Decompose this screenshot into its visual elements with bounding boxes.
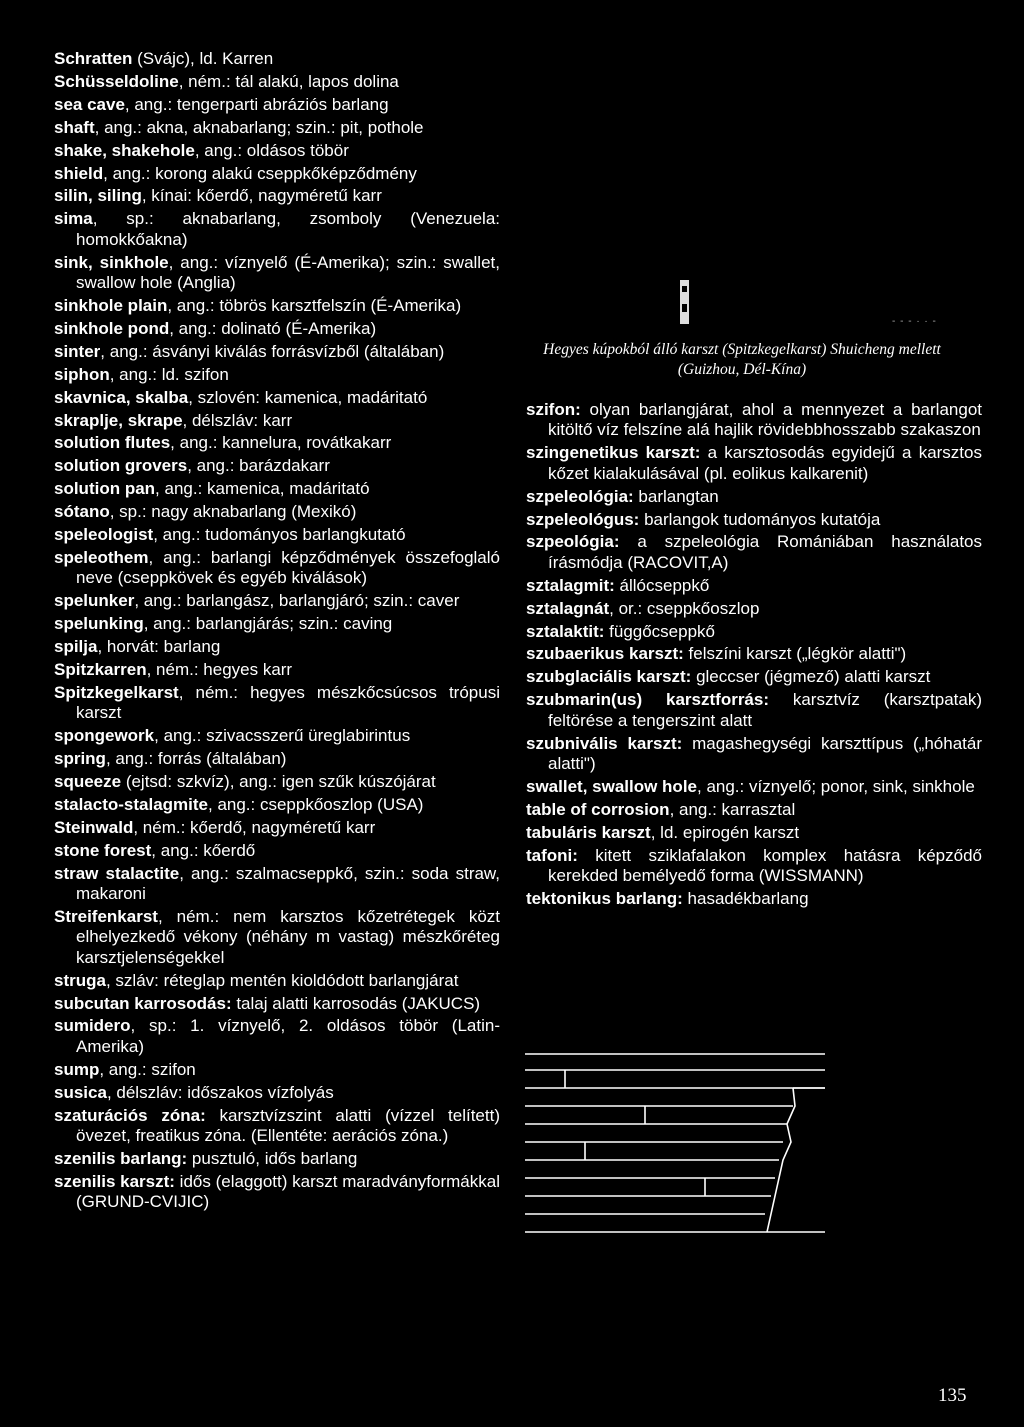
entry-term: spelunking bbox=[54, 614, 144, 634]
glossary-entry bbox=[54, 1149, 500, 1169]
entry-definition: , ang.: cseppkőoszlop (USA) bbox=[208, 794, 424, 814]
glossary-entry bbox=[54, 591, 500, 611]
entry-term: speleologist bbox=[54, 525, 154, 545]
entry-definition: , sp.: nagy aknabarlang (Mexikó) bbox=[109, 502, 357, 522]
glossary-entry bbox=[54, 118, 500, 138]
entry-definition: , ang.: tudományos barlangkutató bbox=[153, 525, 406, 545]
glossary-entry bbox=[54, 994, 500, 1014]
entry-term: szubnivális karszt: bbox=[526, 733, 683, 753]
glossary-entry bbox=[54, 479, 500, 499]
glossary-entry bbox=[54, 1016, 500, 1057]
glossary-entry bbox=[54, 864, 500, 905]
glossary-entry bbox=[54, 253, 500, 294]
entry-definition: , ném.: kőerdő, nagyméretű karr bbox=[133, 817, 376, 837]
entry-term: solution grovers bbox=[54, 456, 188, 476]
glossary-entry bbox=[54, 49, 500, 69]
tectonic-cave-diagram bbox=[525, 1044, 825, 1244]
entry-definition: , ang.: töbrös karsztfelszín (É-Amerika) bbox=[167, 295, 462, 315]
glossary-entry bbox=[54, 795, 500, 815]
entry-definition: (Svájc), ld. Karren bbox=[132, 49, 274, 68]
glossary-entry bbox=[526, 823, 982, 843]
entry-term: straw stalactite bbox=[54, 863, 180, 883]
entry-definition: , ném.: nem karsztos kőzetrétegek közt elhelyezkedő vékony (néhány m vastag) mészkőréteg karsztjelenségekkel bbox=[76, 906, 500, 967]
entry-term: Streifenkarst bbox=[54, 906, 158, 926]
entry-term: sump bbox=[54, 1059, 100, 1079]
entry-definition: , ang.: oldásos töbör bbox=[194, 140, 349, 160]
entry-term: szenilis karszt: bbox=[54, 1171, 175, 1191]
glossary-entry bbox=[526, 510, 982, 530]
glossary-entry bbox=[526, 690, 982, 731]
entry-definition: , ang.: dolinató (É-Amerika) bbox=[169, 318, 377, 338]
entry-term: struga bbox=[54, 970, 106, 990]
glossary-entry bbox=[526, 532, 982, 573]
entry-definition: , ang.: korong alakú cseppkőképződmény bbox=[103, 163, 417, 183]
entry-term: skraplje, skrape bbox=[54, 410, 183, 430]
glossary-entry bbox=[54, 502, 500, 522]
entry-term: swallet, swallow hole bbox=[526, 776, 697, 796]
entry-definition: barlangok tudományos kutatója bbox=[639, 509, 881, 529]
entry-definition: , szláv: réteglap mentén kioldódott barlangjárat bbox=[105, 970, 459, 990]
entry-definition: , ang.: karrasztal bbox=[669, 799, 796, 819]
entry-definition: állócseppkő bbox=[614, 575, 710, 595]
entry-definition: , ang.: víznyelő (É-Amerika); szin.: swallet, swallow hole (Anglia) bbox=[76, 252, 500, 293]
entry-term: solution pan bbox=[54, 479, 156, 499]
glossary-entry bbox=[54, 186, 500, 206]
entry-term: szubglaciális karszt: bbox=[526, 667, 692, 687]
glossary-entry bbox=[54, 296, 500, 316]
entry-term: Spitzkegelkarst bbox=[54, 682, 179, 702]
entry-definition: a szpeleológia Romániában használatos írásmódja (RACOVIT,A) bbox=[548, 532, 982, 572]
glossary-entry bbox=[526, 800, 982, 820]
glossary-entry bbox=[54, 971, 500, 991]
glossary-entry bbox=[54, 726, 500, 746]
entry-term: table of corrosion bbox=[526, 799, 670, 819]
entry-definition: , kínai: kőerdő, nagyméretű karr bbox=[141, 186, 382, 206]
entry-definition: , ang.: kannelura, rovátkakarr bbox=[170, 433, 392, 453]
glossary-entry bbox=[54, 72, 500, 92]
entry-term: spilja bbox=[54, 637, 98, 657]
entry-term: szenilis barlang: bbox=[54, 1148, 188, 1168]
entry-definition: , ném.: hegyes mészkőcsúcsos trópusi karszt bbox=[76, 682, 500, 723]
glossary-entry bbox=[54, 1060, 500, 1080]
entry-definition: , délszláv: időszakos vízfolyás bbox=[106, 1082, 334, 1102]
entry-term: sea cave bbox=[54, 94, 125, 114]
glossary-entry bbox=[54, 1106, 500, 1147]
entry-term: spongework bbox=[54, 726, 155, 746]
entry-term: szubaerikus karszt: bbox=[526, 644, 684, 664]
entry-term: sótano bbox=[54, 502, 110, 522]
entry-term: solution flutes bbox=[54, 433, 171, 453]
entry-term: siphon bbox=[54, 364, 110, 384]
entry-definition: gleccser (jégmező) alatti karszt bbox=[691, 667, 931, 687]
entry-term: szpeleológia: bbox=[526, 486, 634, 506]
entry-term: sinkhole plain bbox=[54, 295, 168, 315]
glossary-entry bbox=[54, 683, 500, 724]
entry-term: subcutan karrosodás: bbox=[54, 993, 232, 1013]
glossary-entry bbox=[54, 164, 500, 184]
entry-definition: , ang.: akna, aknabarlang; szin.: pit, pothole bbox=[94, 117, 424, 137]
entry-definition: , ld. epirogén karszt bbox=[650, 822, 800, 842]
entry-definition: olyan barlangjárat, ahol a mennyezet a barlangot kitöltő víz felszíne alá hajlik rövidebbhosszabb szakaszon bbox=[548, 400, 982, 440]
entry-definition: , ang.: forrás (általában) bbox=[105, 749, 287, 769]
glossary-entry bbox=[54, 411, 500, 431]
entry-term: speleothem bbox=[54, 547, 149, 567]
entry-definition: , sp.: aknabarlang, zsomboly (Venezuela: homokkőakna) bbox=[76, 209, 500, 249]
glossary-entry bbox=[54, 907, 500, 968]
glossary-entry bbox=[54, 614, 500, 634]
entry-definition: , ang.: barlangi képződmények összefoglaló neve (cseppkövek és egyéb kiválások) bbox=[76, 547, 500, 588]
entry-definition: , szlovén: kamenica, madáritató bbox=[188, 387, 428, 407]
entry-definition: , ang.: tengerparti abráziós barlang bbox=[124, 94, 389, 114]
glossary-entry bbox=[526, 734, 982, 775]
glossary-entry bbox=[54, 818, 500, 838]
entry-term: shaft bbox=[54, 117, 95, 137]
glossary-entry bbox=[526, 487, 982, 507]
glossary-entry bbox=[526, 667, 982, 687]
entry-definition: , ang.: ld. szifon bbox=[109, 364, 229, 384]
photo-edge-dots: - - - · · - bbox=[892, 316, 937, 327]
entry-term: Steinwald bbox=[54, 817, 134, 837]
glossary-entry bbox=[526, 576, 982, 596]
entry-definition: karsztvízszint alatti (vízzel telített) övezet, freatikus zóna. (Ellentéte: aerációs zóna.) bbox=[76, 1105, 500, 1145]
entry-definition: , ang.: barlangjárás; szin.: caving bbox=[143, 614, 393, 634]
entry-definition: , ang.: barlangász, barlangjáró; szin.: caver bbox=[134, 591, 460, 611]
glossary-entry bbox=[526, 846, 982, 887]
entry-definition: hasadékbarlang bbox=[682, 888, 809, 908]
entry-term: tabuláris karszt bbox=[526, 822, 651, 842]
entry-term: susica bbox=[54, 1082, 107, 1102]
entry-term: sima bbox=[54, 209, 93, 229]
glossary-entry bbox=[54, 433, 500, 453]
entry-term: Schüsseldoline bbox=[54, 71, 179, 91]
entry-term: shake, shakehole bbox=[54, 140, 195, 160]
entry-term: spelunker bbox=[54, 591, 135, 611]
entry-term: szpeológia: bbox=[526, 532, 620, 552]
entry-term: Schratten bbox=[54, 49, 133, 68]
glossary-entry bbox=[54, 388, 500, 408]
glossary-entry bbox=[526, 599, 982, 619]
glossary-entry bbox=[526, 622, 982, 642]
entry-term: spring bbox=[54, 749, 106, 769]
entry-term: szubmarin(us) karsztforrás: bbox=[526, 690, 770, 710]
right-column bbox=[526, 400, 982, 912]
glossary-entry bbox=[54, 95, 500, 115]
left-column bbox=[54, 49, 500, 1215]
glossary-entry bbox=[54, 141, 500, 161]
entry-term: sinkhole pond bbox=[54, 318, 170, 338]
entry-definition: függőcseppkő bbox=[604, 621, 716, 641]
entry-definition: talaj alatti karrosodás (JAKUCS) bbox=[231, 993, 481, 1013]
glossary-entry bbox=[54, 1083, 500, 1103]
entry-term: stalacto-stalagmite bbox=[54, 794, 208, 814]
entry-definition: , ang.: kamenica, madáritató bbox=[155, 479, 370, 499]
entry-definition: , ang.: barázdakarr bbox=[187, 456, 330, 476]
glossary-entry bbox=[526, 777, 982, 797]
entry-term: tafoni: bbox=[526, 845, 578, 865]
entry-definition: , horvát: barlang bbox=[97, 637, 221, 657]
glossary-entry bbox=[54, 319, 500, 339]
entry-definition: , ang.: szivacsszerű üreglabirintus bbox=[154, 726, 411, 746]
photo-remnant-icon bbox=[680, 280, 689, 324]
figure-caption: Hegyes kúpokból álló karszt (Spitzkegelkarst) Shuicheng mellett (Guizhou, Dél-Kína) bbox=[543, 341, 941, 378]
glossary-entry bbox=[54, 365, 500, 385]
entry-term: szaturációs zóna: bbox=[54, 1105, 206, 1125]
glossary-entry bbox=[54, 660, 500, 680]
glossary-entry bbox=[526, 644, 982, 664]
entry-definition: pusztuló, idős barlang bbox=[187, 1148, 358, 1168]
entry-term: silin, siling bbox=[54, 186, 142, 206]
entry-term: skavnica, skalba bbox=[54, 387, 189, 407]
glossary-entry bbox=[54, 548, 500, 589]
entry-definition: a karsztosodás egyidejű a karsztos kőzet kialakulásával (pl. eolikus kalkarenit) bbox=[548, 443, 982, 483]
glossary-entry bbox=[54, 209, 500, 250]
entry-term: szifon: bbox=[526, 400, 581, 419]
entry-term: szingenetikus karszt: bbox=[526, 443, 701, 463]
entry-definition: idős (elaggott) karszt maradványformákkal (GRUND-CVIJIC) bbox=[76, 1171, 500, 1212]
entry-term: sinter bbox=[54, 341, 101, 361]
glossary-entry bbox=[54, 1172, 500, 1213]
entry-term: tektonikus barlang: bbox=[526, 888, 683, 908]
glossary-entry bbox=[54, 456, 500, 476]
glossary-entry bbox=[526, 443, 982, 484]
glossary-entry bbox=[54, 342, 500, 362]
entry-definition: , ang.: ásványi kiválás forrásvízből (általában) bbox=[100, 341, 445, 361]
entry-definition: magashegységi karszttípus („hóhatár alatti") bbox=[548, 733, 983, 773]
entry-definition: , ang.: szalmacseppkő, szin.: soda straw, makaroni bbox=[76, 863, 500, 904]
entry-definition: , ang.: kőerdő bbox=[151, 840, 256, 860]
entry-term: sink, sinkhole bbox=[54, 252, 169, 272]
glossary-entry bbox=[54, 772, 500, 792]
entry-term: shield bbox=[54, 163, 104, 183]
entry-definition: , ném.: hegyes karr bbox=[146, 659, 293, 679]
glossary-entry bbox=[526, 400, 982, 441]
entry-term: sztalaktit: bbox=[526, 621, 605, 641]
entry-term: szpeleológus: bbox=[526, 509, 640, 529]
entry-term: sumidero bbox=[54, 1016, 131, 1036]
glossary-entry bbox=[54, 637, 500, 657]
entry-term: Spitzkarren bbox=[54, 659, 147, 679]
entry-definition: , ném.: tál alakú, lapos dolina bbox=[178, 71, 399, 91]
entry-term: sztalagmit: bbox=[526, 575, 615, 595]
entry-definition: barlangtan bbox=[633, 486, 719, 506]
entry-term: squeeze bbox=[54, 772, 122, 791]
entry-definition: , or.: cseppkőoszlop bbox=[609, 598, 760, 618]
entry-term: sztalagnát bbox=[526, 598, 610, 618]
entry-definition: , ang.: víznyelő; ponor, sink, sinkhole bbox=[697, 776, 975, 796]
entry-definition: (ejtsd: szkvíz), ang.: igen szűk kúszójárat bbox=[121, 772, 436, 791]
glossary-entry bbox=[54, 749, 500, 769]
glossary-entry bbox=[526, 889, 982, 909]
entry-term: stone forest bbox=[54, 840, 152, 860]
page-number: 135 bbox=[938, 1385, 967, 1406]
glossary-entry bbox=[54, 841, 500, 861]
glossary-entry bbox=[54, 525, 500, 545]
entry-definition: , délszláv: karr bbox=[182, 410, 293, 430]
entry-definition: kitett sziklafalakon komplex hatásra képződő kerekded bemélyedő forma (WISSMANN) bbox=[548, 845, 982, 886]
entry-definition: felszíni karszt („légkör alatti") bbox=[683, 644, 907, 664]
entry-definition: karsztvíz (karsztpatak) feltörése a tengerszint alatt bbox=[548, 690, 983, 730]
entry-definition: , ang.: szifon bbox=[99, 1059, 196, 1079]
entry-definition: , sp.: 1. víznyelő, 2. oldásos töbör (Latin-Amerika) bbox=[76, 1016, 500, 1056]
